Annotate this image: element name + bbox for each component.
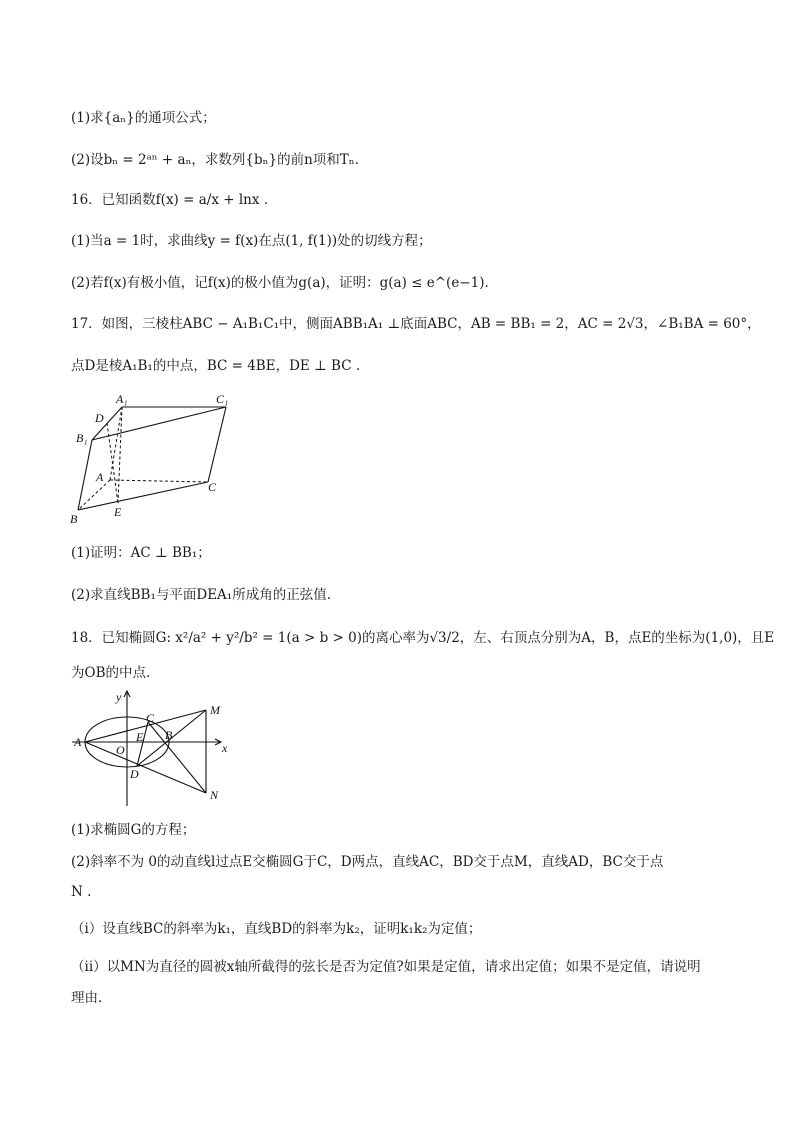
label-b1: B₁ — [76, 431, 88, 445]
label-a1: A₁ — [116, 392, 128, 406]
label-m: M — [210, 703, 220, 717]
line-c-d — [137, 722, 148, 766]
q18-part2-cont: N . — [71, 884, 92, 900]
segment-a1-e — [118, 407, 122, 503]
q17-part2: (2)求直线BB₁与平面DEA₁所成角的正弦值. — [71, 587, 332, 603]
prism-figure — [70, 392, 240, 528]
q18-stem-line1: 18．已知椭圆G: x²/a² + y²/b² = 1(a > b > 0)的离心率为√3/2，左、右顶点分别为A，B，点E的坐标为(1,0)，且E — [71, 630, 775, 646]
edge-c1-c — [208, 407, 226, 482]
q16-stem: 16．已知函数f(x) = a/x + lnx . — [71, 192, 269, 208]
label-c: C — [208, 480, 217, 494]
label-b: B — [70, 512, 78, 526]
label-n: N — [210, 788, 219, 802]
q18-sub-ii: （ii）以MN为直径的圆被x轴所截得的弦长是否为定值?如果是定值，请求出定值；如果不是定值，请说明 — [71, 959, 701, 975]
q16-part1: (1)当a = 1时，求曲线y = f(x)在点(1, f(1))处的切线方程； — [71, 233, 432, 249]
line-a-n — [85, 742, 206, 793]
label-y: y — [116, 690, 122, 704]
q18-stem-line2: 为OB的中点. — [71, 665, 151, 681]
q15-part2: (2)设bₙ = 2ᵃⁿ + aₙ，求数列{bₙ}的前n项和Tₙ. — [71, 152, 359, 168]
q17-part1: (1)证明：AC ⊥ BB₁； — [71, 545, 211, 561]
label-o: O — [116, 743, 125, 757]
label-b: B — [165, 728, 173, 742]
q16-part2: (2)若f(x)有极小值，记f(x)的极小值为g(a)，证明：g(a) ≤ e^(e−1). — [71, 275, 489, 291]
label-a: A — [96, 470, 104, 484]
edge-a-c — [110, 480, 208, 482]
label-d: D — [95, 411, 104, 425]
label-e: E — [114, 505, 122, 519]
label-e: E — [136, 730, 144, 744]
ellipse-figure — [70, 688, 240, 810]
q18-part2: (2)斜率不为 0的动直线l过点E交椭圆G于C，D两点，直线AC，BD交于点M，直线AD，BC交于点 — [71, 854, 664, 870]
q18-sub-ii-cont: 理由. — [71, 990, 103, 1006]
label-c: C — [146, 711, 155, 725]
edge-b-c — [78, 482, 208, 510]
edge-b1-c1 — [92, 407, 226, 440]
label-a: A — [74, 735, 82, 749]
label-c1: C₁ — [216, 392, 229, 406]
q15-part1: (1)求{aₙ}的通项公式； — [71, 110, 216, 126]
q18-part1: (1)求椭圆G的方程； — [71, 822, 196, 838]
q17-stem-line1: 17．如图，三棱柱ABC − A₁B₁C₁中，侧面ABB₁A₁ ⊥底面ABC，AB = BB₁ = 2，AC = 2√3，∠B₁BA = 60°， — [71, 316, 761, 332]
q17-stem-line2: 点D是棱A₁B₁的中点，BC = 4BE，DE ⊥ BC . — [71, 358, 361, 374]
q18-sub-i: （i）设直线BC的斜率为k₁，直线BD的斜率为k₂，证明k₁k₂为定值； — [71, 921, 482, 937]
line-c-n — [148, 722, 206, 793]
label-d: D — [130, 767, 139, 781]
label-x: x — [222, 741, 228, 755]
